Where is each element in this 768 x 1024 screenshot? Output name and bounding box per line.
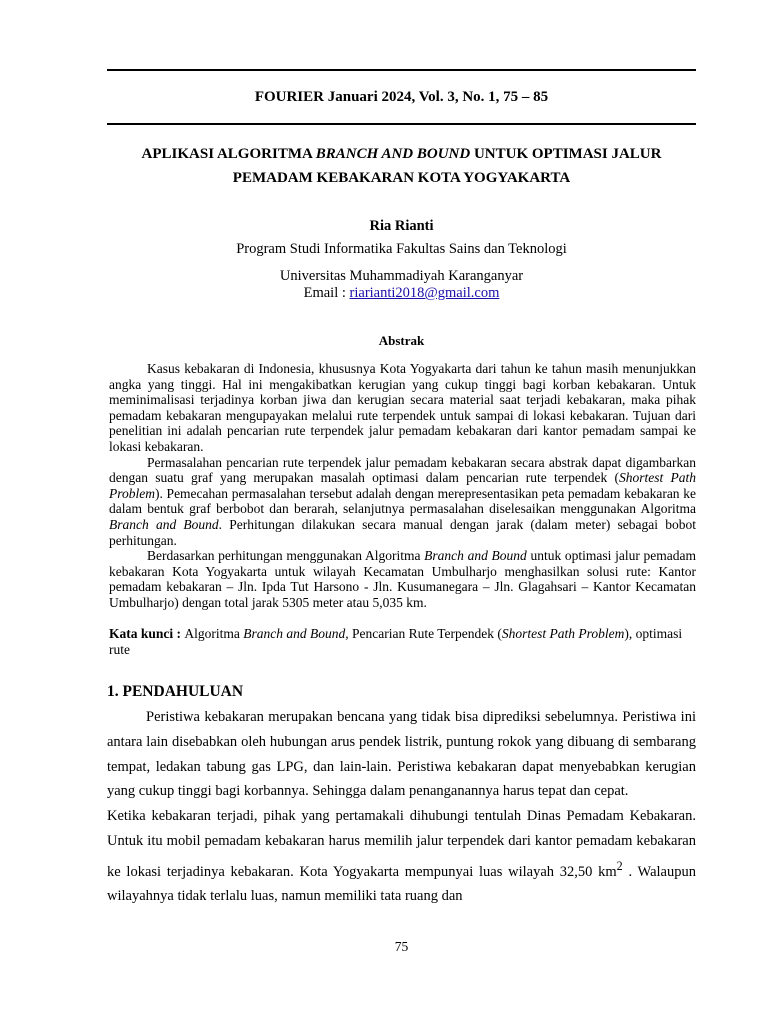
author-email: Email : riarianti2018@gmail.com — [303, 285, 500, 301]
title-line-1: APLIKASI ALGORITMA BRANCH AND BOUND UNTUK OPTIMASI JALUR — [141, 146, 662, 162]
section-body — [107, 705, 696, 909]
body-paragraph-1: Peristiwa kebakaran merupakan bencana yang tidak bisa diprediksi sebelumnya. Peristiwa ini antara lain disebabkan oleh hubungan arus pendek listrik, puntung rokok yang dibuang di sembarang tempat, ledakan tabung gas LPG, dan lain-lain. Peristiwa kebakaran dapat menyebabkan kerugian yang cukup tinggi bagi korbannya. Sehingga dalam penanganannya harus tepat dan cepat. — [107, 709, 696, 800]
affiliation-line-2: Universitas Muhammadiyah Karanganyar — [279, 268, 524, 284]
abstract-paragraph-2: Permasalahan pencarian rute terpendek jalur pemadam kebakaran secara abstrak dapat digambarkan dengan suatu graf yang merupakan masalah optimasi dalam pencarian rute terpendek (Shortest Path Problem). Pemecahan permasalahan tersebut adalah dengan merepresentasikan peta pemadam kebakaran ke dalam bentuk graf berbobot dan berarah, selanjutnya permasalahan diselesaikan menggunakan Algoritma Branch and Bound. Perhitungan dilakukan secara manual dengan jarak (dalam meter) sebagai bobot perhitungan. — [109, 454, 697, 548]
section-heading: 1. PENDAHULUAN — [107, 683, 244, 700]
abstract-heading: Abstrak — [378, 333, 425, 348]
page-number: 75 — [394, 939, 409, 954]
body-paragraph-2: Ketika kebakaran terjadi, pihak yang pertamakali dihubungi tentulah Dinas Pemadam Kebakaran. Untuk itu mobil pemadam kebakaran harus memilih jalur terpendek dari kantor pemadam kebakaran ke lokasi terjadinya kebakaran. Kota Yogyakarta mempunyai luas wilayah 32,50 $km^2$ . Walaupun wilayahnya tidak terlalu luas, namun memiliki tata ruang dan — [107, 808, 696, 905]
header-rule-bottom — [107, 123, 696, 125]
abstract-paragraph-1: Kasus kebakaran di Indonesia, khususnya Kota Yogyakarta dari tahun ke tahun masih menunjukkan angka yang tinggi. Hal ini mengakibatkan kerugian yang cukup tinggi bagi korban kebakaran. Untuk meminimalisasi terjadinya korban jiwa dan kerugian secara material saat terjadi kebakaran, maka pihak pemadam kebakaran mengupayakan melalui rute terpendek untuk sampai di lokasi kebakaran. Tujuan dari penelitian ini adalah pencarian rute terpendek jalur pemadam kebakaran dari kantor pemadam sampai ke lokasi kebakaran. — [109, 361, 696, 454]
paper-title — [107, 142, 696, 190]
title-line-2: PEMADAM KEBAKARAN KOTA YOGYAKARTA — [232, 170, 571, 186]
abstract-paragraph-3: Berdasarkan perhitungan menggunakan Algoritma Branch and Bound untuk optimasi jalur pemadam kebakaran Kota Yogyakarta untuk wilayah Kecamatan Umbulharjo menghasilkan solusi rute: Kantor pemadam kebakaran – Jln. Ipda Tut Harsono - Jln. Kusumanegara – Jln. Glagahsari – Kantor Kecamatan Umbulharjo) dengan total jarak 5305 meter atau 5,035 km. — [109, 548, 697, 610]
header-rule-top — [107, 69, 696, 71]
journal-header: FOURIER Januari 2024, Vol. 3, No. 1, 75 – 85 — [254, 89, 549, 105]
abstract-body — [109, 361, 696, 611]
affiliation-line-1: Program Studi Informatika Fakultas Sains dan Teknologi — [236, 241, 567, 257]
email-link[interactable]: riarianti2018@gmail.com — [349, 285, 500, 301]
author-name: Ria Rianti — [369, 218, 434, 234]
keywords: Kata kunci : Algoritma Branch and Bound, Pencarian Rute Terpendek (Shortest Path Problem), optimasi rute — [109, 626, 683, 657]
